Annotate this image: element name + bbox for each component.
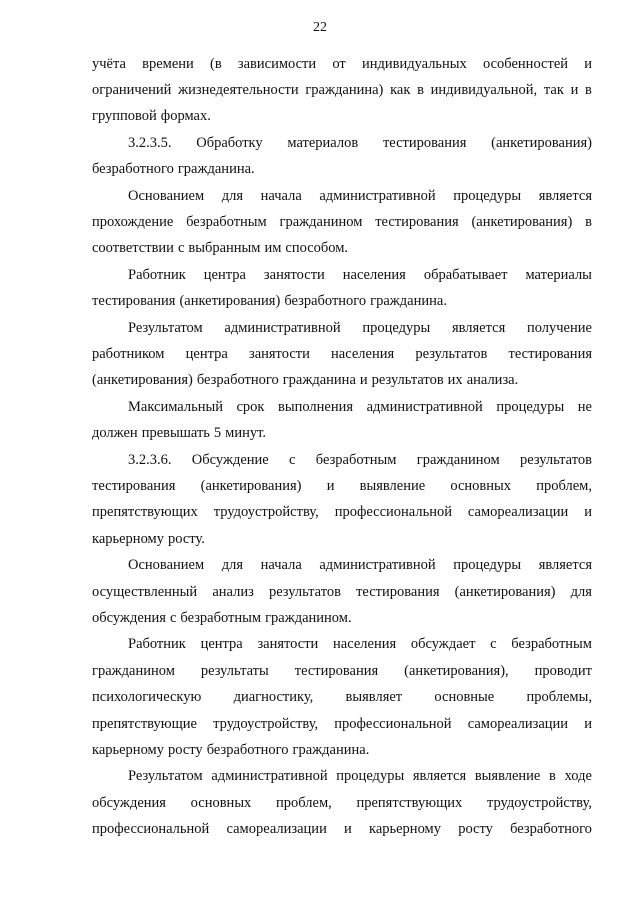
word: тестирования bbox=[92, 478, 176, 494]
text-line bbox=[128, 320, 592, 337]
word: росту. bbox=[167, 531, 205, 547]
word: как bbox=[390, 82, 411, 98]
text-line bbox=[92, 504, 592, 521]
text-line bbox=[92, 610, 592, 627]
word: безработного bbox=[510, 821, 592, 837]
word: гражданина bbox=[282, 372, 356, 388]
word: (анкетирования) bbox=[491, 135, 592, 151]
word: препятствующих bbox=[356, 795, 463, 811]
word: в bbox=[549, 768, 556, 784]
text-line bbox=[128, 768, 592, 785]
word: диагностику, bbox=[233, 689, 314, 705]
text-line bbox=[128, 399, 592, 416]
word: центра bbox=[185, 346, 228, 362]
word: Результатом bbox=[128, 320, 203, 336]
word: занятости bbox=[248, 346, 310, 362]
word: работником bbox=[92, 346, 165, 362]
word: административной bbox=[366, 399, 483, 415]
word: проблем, bbox=[536, 478, 592, 494]
word: соответствии bbox=[92, 240, 174, 256]
word: трудоустройству, bbox=[486, 795, 592, 811]
word: Основанием bbox=[128, 188, 205, 204]
text-line bbox=[92, 161, 592, 178]
word: (анкетирования) bbox=[92, 372, 193, 388]
word: анализ bbox=[212, 584, 254, 600]
word: основных bbox=[450, 478, 512, 494]
word: 3.2.3.5. bbox=[128, 135, 172, 151]
word: в bbox=[585, 82, 592, 98]
word: превышать bbox=[141, 425, 210, 441]
word: и bbox=[326, 478, 335, 494]
word: безработным bbox=[315, 452, 397, 468]
word: Результатом bbox=[128, 768, 203, 784]
word: Обсуждение bbox=[191, 452, 269, 468]
word: трудоустройству, bbox=[213, 716, 319, 732]
text-line bbox=[92, 795, 592, 812]
word: Обработку bbox=[196, 135, 263, 151]
word: и bbox=[570, 82, 579, 98]
word: проблемы, bbox=[526, 689, 592, 705]
word: обрабатывает bbox=[423, 267, 508, 283]
word: процедуры bbox=[336, 768, 405, 784]
text-line bbox=[92, 82, 592, 99]
word: Работник bbox=[128, 636, 186, 652]
word: (в bbox=[209, 56, 222, 72]
word: является bbox=[538, 188, 592, 204]
text-line bbox=[92, 108, 592, 125]
text-line bbox=[128, 557, 592, 574]
text-line bbox=[92, 716, 592, 733]
text-line bbox=[92, 214, 592, 231]
word: безработного bbox=[284, 293, 367, 309]
word: с bbox=[490, 636, 497, 652]
word: получение bbox=[526, 320, 592, 336]
word: карьерному bbox=[92, 531, 164, 547]
word: тестирования bbox=[356, 584, 440, 600]
text-line bbox=[128, 267, 592, 284]
text-line bbox=[92, 584, 592, 601]
word: должен bbox=[92, 425, 138, 441]
word: 3.2.3.6. bbox=[128, 452, 172, 468]
word: профессиональной bbox=[92, 821, 210, 837]
word: гражданином. bbox=[265, 610, 352, 626]
word: гражданином bbox=[279, 214, 363, 230]
word: и bbox=[584, 504, 592, 520]
word: безработного bbox=[92, 161, 174, 177]
text-line bbox=[92, 425, 592, 442]
word: процедуры bbox=[453, 188, 522, 204]
word: тестирования bbox=[92, 293, 176, 309]
word: и bbox=[359, 372, 368, 388]
word: гражданина) bbox=[305, 82, 384, 98]
word: тестирования bbox=[508, 346, 592, 362]
text-line bbox=[92, 821, 592, 838]
word: препятствующие bbox=[92, 716, 197, 732]
word: безработным bbox=[186, 214, 267, 230]
word: профессиональной bbox=[334, 504, 452, 520]
word: (анкетирования) bbox=[454, 584, 556, 600]
word: результатов bbox=[371, 372, 444, 388]
word: с bbox=[169, 610, 177, 626]
word: процедуры bbox=[362, 320, 431, 336]
word: жизнедеятельности bbox=[178, 82, 299, 98]
text-line bbox=[128, 452, 592, 469]
word: (анкетирования) bbox=[200, 478, 302, 494]
word: препятствующих bbox=[92, 504, 198, 520]
word: групповой bbox=[92, 108, 157, 124]
word: и bbox=[584, 716, 592, 732]
word: росту bbox=[458, 821, 493, 837]
word: выявляет bbox=[345, 689, 403, 705]
word: и bbox=[584, 56, 592, 72]
word: карьерному bbox=[92, 742, 164, 758]
word: карьерному bbox=[369, 821, 441, 837]
word: самореализации bbox=[467, 716, 569, 732]
word: минут. bbox=[225, 425, 266, 441]
word: Основанием bbox=[128, 557, 205, 573]
word: безработным bbox=[511, 636, 592, 652]
word: ходе bbox=[564, 768, 592, 784]
word: гражданина. bbox=[177, 161, 255, 177]
word: (анкетирования) bbox=[471, 214, 573, 230]
word: населения bbox=[342, 267, 406, 283]
text-line bbox=[92, 689, 592, 706]
word: административной bbox=[224, 320, 341, 336]
word: занятости bbox=[257, 636, 319, 652]
text-line bbox=[92, 293, 592, 310]
word: материалы bbox=[525, 267, 592, 283]
word: 5 bbox=[213, 425, 222, 441]
text-line bbox=[92, 663, 592, 680]
word: с bbox=[177, 240, 185, 256]
text-line bbox=[128, 636, 592, 653]
word: административной bbox=[211, 768, 328, 784]
word: обсуждения bbox=[92, 795, 166, 811]
word: их bbox=[447, 372, 463, 388]
word: так bbox=[543, 82, 564, 98]
text-line bbox=[128, 135, 592, 152]
word: является bbox=[412, 768, 467, 784]
word: гражданином bbox=[92, 663, 175, 679]
word: индивидуальной, bbox=[430, 82, 538, 98]
word: результаты bbox=[200, 663, 269, 679]
word: (анкетирования) bbox=[179, 293, 281, 309]
word: и bbox=[344, 821, 352, 837]
page-number: 22 bbox=[313, 20, 327, 35]
word: проблем, bbox=[276, 795, 332, 811]
word: населения bbox=[331, 346, 395, 362]
word: зависимости bbox=[237, 56, 317, 72]
word: безработного bbox=[196, 372, 279, 388]
word: является bbox=[538, 557, 592, 573]
word: центра bbox=[203, 267, 246, 283]
word: процедуры bbox=[453, 557, 522, 573]
word: им bbox=[264, 240, 282, 256]
word: тестирования bbox=[382, 135, 467, 151]
word: центра bbox=[200, 636, 243, 652]
text-line bbox=[92, 372, 592, 389]
text-line bbox=[92, 346, 592, 363]
text-line bbox=[92, 742, 592, 759]
word: анализа. bbox=[466, 372, 519, 388]
word: трудоустройству, bbox=[213, 504, 319, 520]
word: в bbox=[585, 214, 592, 230]
word: тестирования bbox=[375, 214, 459, 230]
text-line bbox=[92, 56, 592, 73]
word: проводит bbox=[534, 663, 592, 679]
word: индивидуальных bbox=[361, 56, 467, 72]
word: (анкетирования), bbox=[404, 663, 509, 679]
text-line bbox=[92, 531, 592, 548]
text-line bbox=[92, 478, 592, 495]
word: выявление bbox=[359, 478, 426, 494]
word: срок bbox=[236, 399, 265, 415]
word: начала bbox=[260, 188, 302, 204]
word: результатов bbox=[268, 584, 341, 600]
word: основные bbox=[434, 689, 495, 705]
text-line bbox=[92, 240, 592, 257]
word: гражданина. bbox=[370, 293, 447, 309]
word: гражданина. bbox=[292, 742, 370, 758]
word: занятости bbox=[263, 267, 325, 283]
word: не bbox=[577, 399, 592, 415]
word: росту bbox=[167, 742, 203, 758]
word: особенностей bbox=[483, 56, 569, 72]
word: времени bbox=[142, 56, 194, 72]
word: начала bbox=[260, 557, 302, 573]
word: ограничений bbox=[92, 82, 172, 98]
word: способом. bbox=[285, 240, 349, 256]
word: самореализации bbox=[226, 821, 327, 837]
word: учёта bbox=[92, 56, 126, 72]
word: осуществленный bbox=[92, 584, 198, 600]
word: формах. bbox=[160, 108, 211, 124]
word: безработным bbox=[180, 610, 262, 626]
word: обсуждения bbox=[92, 610, 166, 626]
word: административной bbox=[319, 557, 436, 573]
word: Работник bbox=[128, 267, 186, 283]
text-line bbox=[128, 188, 592, 205]
word: от bbox=[332, 56, 346, 72]
word: основных bbox=[190, 795, 252, 811]
word: безработного bbox=[206, 742, 289, 758]
word: административной bbox=[319, 188, 436, 204]
word: психологическую bbox=[92, 689, 202, 705]
word: прохождение bbox=[92, 214, 174, 230]
word: выполнения bbox=[278, 399, 354, 415]
word: тестирования bbox=[294, 663, 379, 679]
word: населения bbox=[333, 636, 397, 652]
word: с bbox=[289, 452, 296, 468]
word: выявление bbox=[474, 768, 541, 784]
word: результатов bbox=[519, 452, 592, 468]
word: Максимальный bbox=[128, 399, 223, 415]
word: является bbox=[451, 320, 506, 336]
word: материалов bbox=[287, 135, 359, 151]
word: выбранным bbox=[188, 240, 261, 256]
word: в bbox=[417, 82, 424, 98]
word: самореализации bbox=[467, 504, 569, 520]
word: гражданином bbox=[416, 452, 500, 468]
word: для bbox=[221, 188, 244, 204]
word: результатов bbox=[415, 346, 488, 362]
word: процедуры bbox=[496, 399, 565, 415]
word: профессиональной bbox=[334, 716, 452, 732]
word: для bbox=[570, 584, 592, 600]
word: для bbox=[221, 557, 244, 573]
word: обсуждает bbox=[410, 636, 476, 652]
